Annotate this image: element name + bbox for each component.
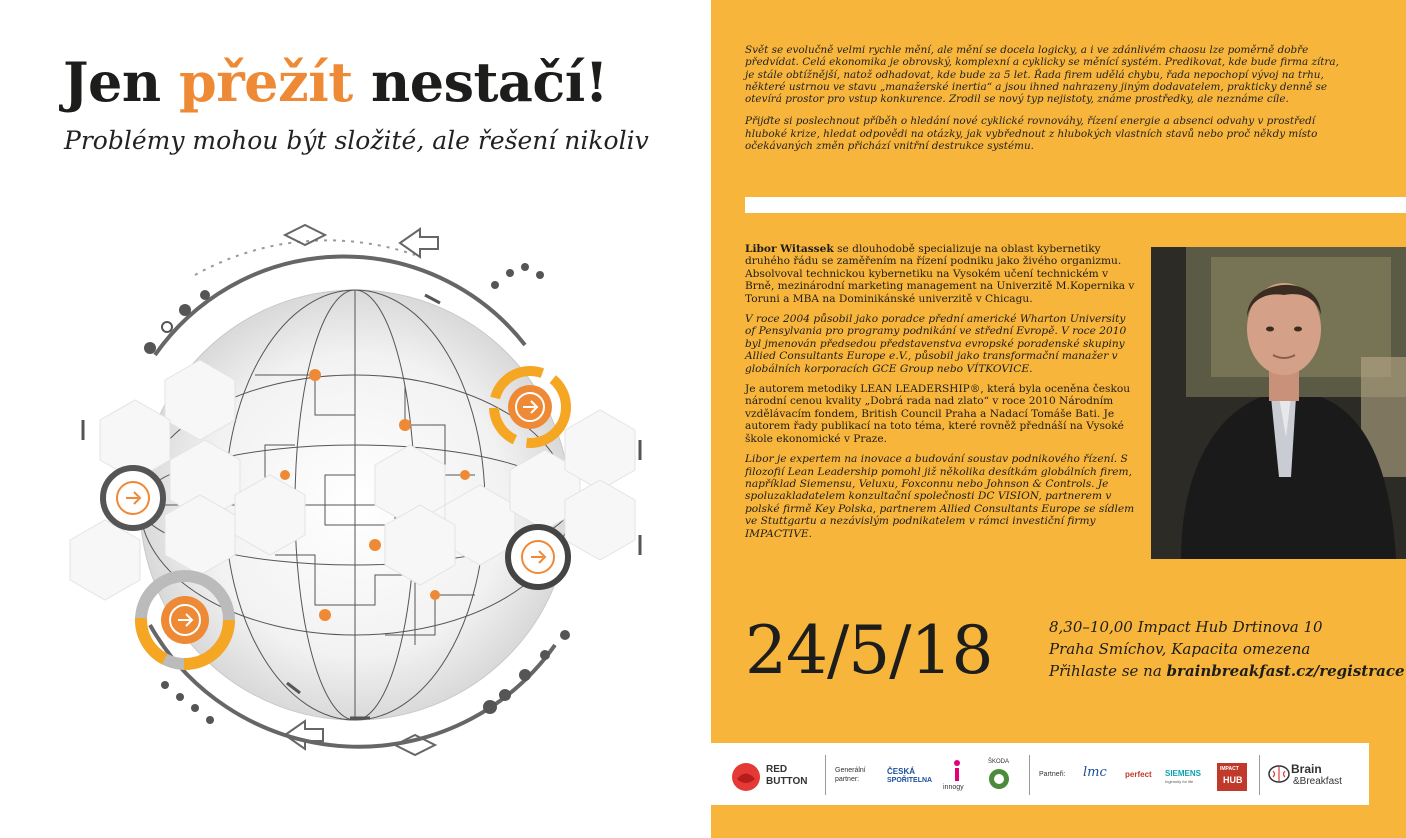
intro-text <box>745 44 1345 162</box>
sponsor-separator <box>825 755 826 795</box>
title-part1: Jen <box>63 50 179 114</box>
ceska-sporitelna-logo-1: ČESKÁ <box>887 767 916 776</box>
skoda-logo-text: ŠKODA <box>988 759 1010 765</box>
page-subtitle: Problémy mohou být složité, ale řešení nikoliv <box>64 126 649 155</box>
innogy-logo-text: innogy <box>943 784 964 791</box>
bio-paragraph-1 <box>745 243 1137 305</box>
white-divider <box>745 197 1406 213</box>
impact-hub-text-1: IMPACT <box>1220 766 1239 772</box>
intro-paragraph-1: Svět se evolučně velmi rychle mění, ale mění se docela logicky, a i ve zdánlivém chaosu lze poměrně dobře předvídat. Celá ekonomika je obrovský, komplexní a cyklicky se měnící systém. Predikovat, kde bude firma zítra, je stále obtížnější, natož odhadovat, kde bude za 5 let. Řada firem udělá chybu, řada nepochopí vývoj na trhu, některé ustrnou ve stavu „manažerské inertia“ a jsou ihned nahrazeny jiným dodavatelem, prakticky denně se otevírá prostor pro vstup konkurence. Zrodil se nový typ nejistoty, známe prostředky, ale neznáme cíle. <box>745 44 1339 106</box>
brain-logo-text: Brain <box>1291 762 1322 776</box>
red-button-text-2: BUTTON <box>766 776 808 787</box>
skoda-logo-icon <box>988 768 1010 790</box>
bio-paragraph-4: Libor je expertem na inovace a budování soustav podnikového řízení. S filozofií Lean Leadership pomohl již několika desítkám globálních firem, například Siemensu, Veluxu, Foxconnu nebo Johnson & Controls. Je spoluzakladatelem konzultační společnosti DC VISION, partnerem v polské firmě Key Polska, partnerem Allied Consultants Europe se sídlem ve Stuttgartu a nezávislým podnikatelem v rámci investiční firmy IMPACTIVE. <box>745 453 1135 540</box>
breakfast-logo-text: &Breakfast <box>1293 776 1342 787</box>
event-location: Praha Smíchov, Kapacita omezena <box>1049 640 1311 658</box>
speaker-bio <box>745 243 1137 548</box>
perfect-logo: perfect <box>1125 770 1152 779</box>
page-title <box>63 50 608 114</box>
speaker-photo <box>1151 247 1406 559</box>
brain-breakfast-logo-icon <box>1267 764 1291 784</box>
impact-hub-text-2: HUB <box>1223 775 1243 785</box>
speaker-name: Libor Witassek <box>745 243 834 255</box>
title-accent: přežít <box>178 50 353 114</box>
sponsor-separator <box>1259 755 1260 795</box>
innogy-logo-icon <box>951 759 963 783</box>
sponsor-separator <box>1029 755 1030 795</box>
red-button-logo-icon <box>731 762 761 792</box>
registration-link[interactable]: brainbreakfast.cz/registrace <box>1166 662 1405 680</box>
event-registration <box>1049 660 1405 682</box>
globe-illustration <box>55 215 655 775</box>
general-partner-label-2: partner: <box>835 776 860 783</box>
red-button-text-1: RED <box>766 764 788 775</box>
general-partner-label-1: Generální <box>835 767 866 774</box>
bio-text-1: se dlouhodobě specializuje na oblast kybernetiky druhého řádu se zaměřením na řízení podniku jako živého organizmu. Absolvoval technickou kybernetiku na Vysokém učení technickém v Brně, mezinárodní marketing management na Univerzitě M.Kopernika v Toruni a MBA na Dominikánské univerzitě v Chicagu. <box>745 243 1135 305</box>
intro-paragraph-2: Přijďte si poslechnout příběh o hledání nové cyklické rovnováhy, řízení energie a absenci odvahy v prostředí hluboké krize, hledat odpovědi na otázky, jak vybřednout z hlubokých vlastních stavů nebo proč někdy místo očekávaných změn přichází vnitřní destrukce systému. <box>745 115 1318 153</box>
impact-hub-logo <box>1217 763 1247 791</box>
event-time-place: 8,30–10,00 Impact Hub Drtinova 10 <box>1049 618 1323 636</box>
registration-prefix: Přihlaste se na <box>1049 662 1167 680</box>
sponsors-bar <box>711 743 1369 805</box>
title-part2: nestačí! <box>352 50 609 114</box>
ceska-sporitelna-logo-2: SPOŘITELNA <box>887 777 933 784</box>
lmc-logo: lmc <box>1083 765 1107 780</box>
siemens-tagline: Ingenuity for life <box>1165 779 1194 784</box>
bio-paragraph-3: Je autorem metodiky LEAN LEADERSHIP®, která byla oceněna českou národní cenou kvality „Dobrá rada nad zlato“ v roce 2010 Národním vzdělávacím fondem, British Council Praha a Nadací Tomáše Bati. Je autorem řady publikací na toto téma, které rovněž přednáší na Vysoké škole ekonomické v Praze. <box>745 383 1131 445</box>
siemens-logo: SIEMENS <box>1165 769 1202 778</box>
bio-paragraph-2: V roce 2004 působil jako poradce přední americké Wharton University of Pensylvania pro programy podnikání ve střední Evropě. V roce 2010 byl jmenován předsedou představenstva evropské poradenské skupiny Allied Consultants Europe e.V., působil jako transformační manažer v globálních korporacích GCE Group nebo VÍTKOVICE. <box>745 313 1127 375</box>
event-info <box>1049 616 1405 682</box>
right-panel <box>711 0 1406 838</box>
partners-label: Partneři: <box>1039 771 1066 778</box>
event-date: 24/5/18 <box>745 612 993 689</box>
